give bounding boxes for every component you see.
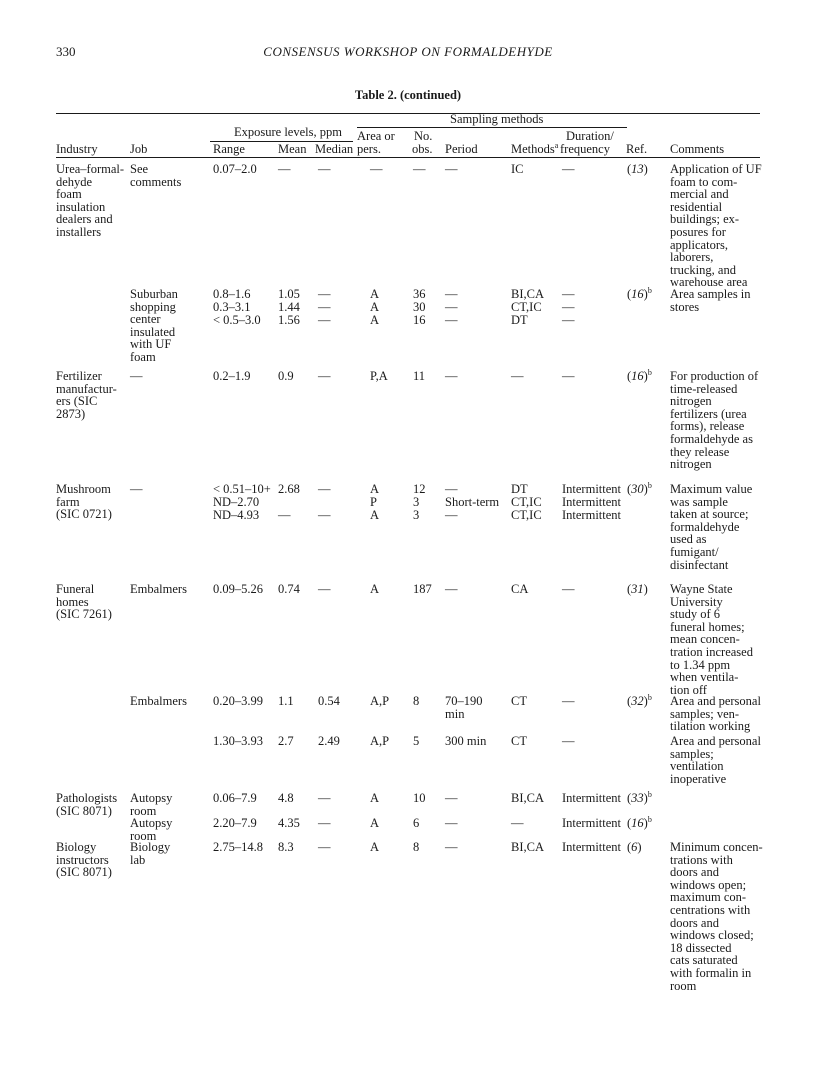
cell-job: See comments [130,162,182,189]
cell-n: 10 [413,791,426,805]
header-methods [511,140,559,156]
cell-range: ND–2.70 [213,495,260,509]
cell-period: — [445,287,458,301]
cell-range: < 0.5–3.0 [213,313,261,327]
cell-median: — [318,300,331,314]
cell-median: 2.49 [318,734,340,748]
ref-footnote: b [647,789,652,799]
cell-comments: Area and personal samples; ven- tilation working [670,694,761,734]
ref-paren: ( [627,582,632,596]
industry-label: Fertilizer manufactur- ers (SIC 2873) [56,369,117,421]
cell-dur: Intermittent [562,508,622,522]
ref-paren: ) [643,582,648,596]
ref-paren: ) [643,369,648,383]
cell-median: — [318,482,331,496]
header-period: Period [445,142,478,156]
cell-n: 8 [413,840,420,854]
cell-n: 12 [413,482,426,496]
cell-area: A [370,287,380,301]
cell-median: — [318,791,331,805]
cell-median: — [318,369,331,383]
cell-n: 5 [413,734,420,748]
industry-label: Urea–formal- dehyde foam insulation dealers and installers [56,162,125,239]
cell-mean: 0.74 [278,582,300,596]
cell-area: A [370,482,380,496]
ref-number: 16 [631,287,644,301]
industry-label: Mushroom farm (SIC 0721) [56,482,112,522]
ref-paren: ( [627,162,632,176]
header-area-top: Area or [357,129,395,143]
ref-footnote: b [647,480,652,490]
cell-mean: 2.68 [278,482,300,496]
ref-paren: ) [643,162,648,176]
header-range: Range [213,142,245,156]
ref-paren: ) [643,694,648,708]
cell-dur: Intermittent [562,816,622,830]
ref-number: 13 [631,162,644,176]
cell-dur: — [562,313,575,327]
cell-median: — [318,287,331,301]
sampling-methods-header: Sampling methods [450,112,544,126]
cell-period: — [445,791,458,805]
cell-comments: Area samples in stores [670,287,751,314]
cell-period: 300 min [445,734,487,748]
cell-ref [627,789,652,805]
header-duration-top: Duration/ [566,129,614,143]
cell-area: A [370,816,380,830]
cell-mean: 4.35 [278,816,300,830]
cell-mean: — [278,508,291,522]
ref-paren: ( [627,482,632,496]
cell-job: — [130,482,143,496]
cell-median: — [318,313,331,327]
running-header: CONSENSUS WORKSHOP ON FORMALDEHYDE [263,44,553,59]
cell-median: — [318,508,331,522]
cell-dur: — [562,369,575,383]
cell-methods: — [511,369,524,383]
cell-mean: — [278,162,291,176]
cell-ref [627,285,652,301]
cell-period: — [445,582,458,596]
header-duration-bottom: frequency [560,142,610,156]
cell-period: — [445,369,458,383]
cell-methods: CA [511,582,529,596]
cell-median: — [318,840,331,854]
ref-number: 6 [631,840,638,854]
cell-mean: 0.9 [278,369,294,383]
cell-dur: Intermittent [562,495,622,509]
ref-number: 30 [631,482,644,496]
cell-mean: 1.56 [278,313,300,327]
ref-number: 33 [631,791,644,805]
ref-paren: ) [643,816,648,830]
ref-paren: ) [643,287,648,301]
cell-area: A,P [370,734,390,748]
cell-n: 187 [413,582,432,596]
ref-footnote: b [647,814,652,824]
header-bottom-rule [56,157,760,158]
cell-n: 3 [413,495,420,509]
cell-area: A [370,840,380,854]
ref-paren: ( [627,840,632,854]
cell-period: — [445,840,458,854]
cell-period: 70–190 min [445,694,483,721]
ref-paren: ( [627,791,632,805]
cell-methods: CT,IC [511,508,542,522]
ref-number: 32 [631,694,644,708]
header-ref: Ref. [626,142,648,156]
ref-paren: ( [627,369,632,383]
cell-dur: — [562,162,575,176]
cell-methods: BI,CA [511,840,544,854]
cell-n: 3 [413,508,420,522]
cell-methods: DT [511,482,528,496]
cell-dur: Intermittent [562,482,622,496]
ref-footnote: b [647,367,652,377]
ref-paren: ( [627,287,632,301]
header-industry: Industry [56,142,98,156]
cell-period: — [445,482,458,496]
cell-mean: 1.1 [278,694,294,708]
header-area-bottom: pers. [357,142,381,156]
cell-range: 0.07–2.0 [213,162,257,176]
cell-job: Biology lab [130,840,171,867]
ref-number: 16 [631,816,644,830]
cell-range: 2.20–7.9 [213,816,257,830]
cell-job: — [130,369,143,383]
cell-n: 11 [413,369,426,383]
ref-footnote: b [647,692,652,702]
table-top-rule [56,113,760,114]
ref-paren: ) [643,482,648,496]
cell-area: A [370,300,380,314]
industry-label: Funeral homes (SIC 7261) [56,582,112,622]
cell-mean: 8.3 [278,840,294,854]
cell-comments: Minimum concen- trations with doors and windows open; maximum con- centrations with doors and windows closed; 18 dissected cats saturated with formalin in room [670,840,763,993]
cell-ref [627,163,648,176]
cell-area: A,P [370,694,390,708]
header-no-top: No. [414,129,433,143]
cell-period: Short-term [445,495,500,509]
cell-median: — [318,816,331,830]
cell-mean: 1.44 [278,300,300,314]
cell-job: Suburban shopping center insulated with UF foam [130,287,178,364]
cell-comments: Area and personal samples; ventilation inoperative [670,734,761,786]
cell-range: 0.20–3.99 [213,694,263,708]
cell-dur: — [562,300,575,314]
cell-methods: CT,IC [511,300,542,314]
cell-methods: CT [511,734,527,748]
cell-methods: DT [511,313,528,327]
cell-median: 0.54 [318,694,340,708]
cell-area: A [370,791,380,805]
cell-dur: Intermittent [562,840,622,854]
cell-dur: — [562,582,575,596]
cell-area: P,A [370,369,388,383]
header-methods-footnote: a [554,140,559,150]
cell-period: — [445,300,458,314]
cell-methods: CT,IC [511,495,542,509]
cell-dur: — [562,694,575,708]
cell-range: 2.75–14.8 [213,840,263,854]
cell-area: P [370,495,377,509]
cell-job: Embalmers [130,694,187,708]
cell-ref [627,367,652,383]
header-mean: Mean [278,142,307,156]
header-comments: Comments [670,142,725,156]
cell-ref [627,814,652,830]
cell-methods: BI,CA [511,287,544,301]
cell-range: 0.3–3.1 [213,300,251,314]
ref-number: 16 [631,369,644,383]
ref-number: 31 [631,582,644,596]
header-methods-label: Methods [511,142,555,156]
header-median: Median [315,142,354,156]
cell-methods: CT [511,694,527,708]
cell-methods: BI,CA [511,791,544,805]
industry-label: Pathologists (SIC 8071) [56,791,118,818]
cell-area: A [370,313,380,327]
cell-n: 30 [413,300,426,314]
cell-dur: Intermittent [562,791,622,805]
cell-mean: 1.05 [278,287,300,301]
cell-n: 6 [413,816,420,830]
industry-label: Biology instructors (SIC 8071) [56,840,112,880]
header-job: Job [130,142,148,156]
cell-comments: Wayne State University study of 6 funeral homes; mean concen- tration increased to 1.34 ppm when ventila- tion off [670,582,753,697]
cell-range: 1.30–3.93 [213,734,263,748]
cell-area: — [370,162,383,176]
cell-period: — [445,816,458,830]
cell-n: 16 [413,313,426,327]
header-no-bottom: obs. [412,142,433,156]
cell-mean: 2.7 [278,734,294,748]
cell-n: — [413,162,426,176]
cell-mean: 4.8 [278,791,294,805]
cell-period: — [445,162,458,176]
ref-footnote: b [647,285,652,295]
cell-area: A [370,582,380,596]
cell-period: — [445,313,458,327]
cell-range: 0.8–1.6 [213,287,251,301]
cell-dur: — [562,734,575,748]
ref-paren: ( [627,694,632,708]
cell-ref [627,692,652,708]
cell-ref [627,480,652,496]
cell-n: 8 [413,694,420,708]
cell-job: Embalmers [130,582,187,596]
cell-methods: — [511,816,524,830]
exposure-levels-header: Exposure levels, ppm [234,125,342,139]
table-caption: Table 2. (continued) [354,88,462,102]
cell-ref [627,583,648,596]
ref-paren: ) [637,840,642,854]
cell-comments: Maximum value was sample taken at source; formaldehyde used as fumigant/ disinfectant [670,482,753,572]
cell-range: 0.09–5.26 [213,582,263,596]
cell-area: A [370,508,380,522]
ref-paren: ( [627,816,632,830]
cell-range: < 0.51–10+ [213,482,271,496]
cell-median: — [318,582,331,596]
cell-job: Autopsy room [130,816,173,843]
cell-job: Autopsy room [130,791,173,818]
cell-n: 36 [413,287,426,301]
cell-comments: For production of time-released nitrogen fertilizers (urea forms), release formaldehyde as they release nitrogen [670,369,759,472]
cell-dur: — [562,287,575,301]
cell-range: ND–4.93 [213,508,260,522]
cell-methods: IC [511,162,524,176]
cell-range: 0.2–1.9 [213,369,251,383]
cell-comments: Application of UF foam to com- mercial and residential buildings; ex- posures for applicators, laborers, trucking, and warehouse area [670,162,762,290]
page-number: 330 [56,44,76,59]
cell-median: — [318,162,331,176]
sampling-group-rule [357,127,627,128]
cell-range: 0.06–7.9 [213,791,257,805]
ref-paren: ) [643,791,648,805]
cell-ref [627,841,642,854]
cell-period: — [445,508,458,522]
